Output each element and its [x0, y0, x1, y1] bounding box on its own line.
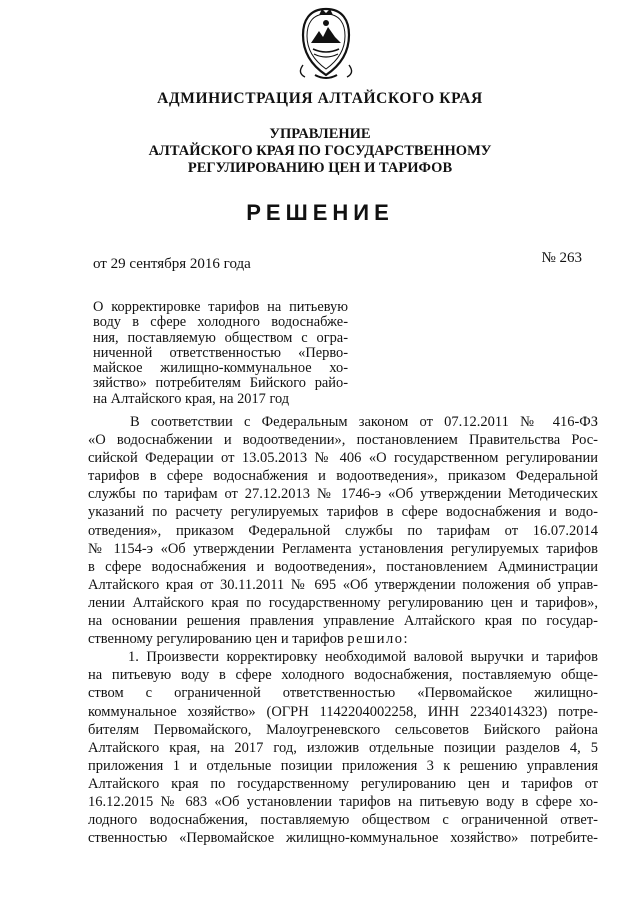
body-line: ством с ограниченной ответственностью «Первомайское жилищно- — [88, 685, 598, 702]
document-date: от 29 сентября 2016 года — [93, 256, 251, 272]
body-line: приложения 1 и отдельные позиции приложения 3 к решению управления — [88, 757, 598, 774]
body-line: бителям Первомайского, Малоугреневского сельсоветов Бийского района — [88, 721, 598, 738]
body-line: сийской Федерации от 13.05.2013 № 406 «О государственном регулировании — [88, 450, 598, 467]
body-line: Алтайского края от 30.11.2011 № 695 «Об утверждении положения об управ- — [88, 576, 598, 593]
body-line: лодного водоснабжения, поставляемую обществом с ограниченной ответ- — [88, 812, 598, 829]
subject-line: О корректировке тарифов на питьевую — [93, 299, 348, 315]
subject-line: зяйство» потребителям Бийского райо- — [93, 375, 348, 392]
subject-line: ния, поставляемую обществом с огра- — [93, 329, 348, 346]
clause-1-line: 1. Произвести корректировку необходимой валовой выручки и тарифов — [128, 649, 598, 666]
body-line — [88, 630, 598, 648]
department-name — [0, 126, 640, 177]
body-line: В соответствии с Федеральным законом от 07.12.2011 № 416-ФЗ — [130, 414, 598, 430]
body-line: коммунальное хозяйство» (ОГРН 1142204002258, ИНН 2234014323) потре- — [88, 703, 598, 720]
body-line: 16.12.2015 № 683 «Об установлении тарифов на питьевую воду в сфере хо- — [88, 793, 598, 810]
administration-title: АДМИНИСТРАЦИЯ АЛТАЙСКОГО КРАЯ — [157, 90, 483, 107]
body-line: на питьевую воду в сфере холодного водоснабжения, поставляемую обще- — [88, 667, 598, 684]
body-line: лении Алтайского края по государственному регулированию цен и тарифов», — [88, 594, 598, 611]
department-line: УПРАВЛЕНИЕ — [269, 126, 371, 142]
department-line: РЕГУЛИРОВАНИЮ ЦЕН И ТАРИФОВ — [187, 160, 453, 176]
body-line: в сфере водоснабжения и водоотведения», постановлением Администрации — [88, 558, 598, 575]
body-line: ственностью «Первомайское жилищно-коммунальное хозяйство» потребите- — [88, 830, 598, 847]
document-type-heading: РЕШЕНИЕ — [246, 200, 394, 225]
body-line: службы по тарифам от 27.12.2013 № 1746-э «Об утверждении Методических — [88, 486, 598, 503]
subject-line: ниченной ответственностью «Перво- — [93, 344, 348, 361]
document-body — [88, 413, 598, 847]
body-line-text: ственному регулированию цен и тарифов — [88, 631, 348, 648]
subject-line: майское жилищно-коммунальное хо- — [93, 360, 348, 377]
body-line: Алтайского края, на 2017 год, изложив отдельные позиции разделов 4, 5 — [88, 739, 598, 756]
body-line: отведения», приказом Федеральной службы по тарифам от 16.07.2014 — [88, 522, 598, 539]
coat-of-arms-icon — [297, 5, 355, 81]
body-line: № 1154-э «Об утверждении Регламента установления регулируемых тарифов — [88, 540, 598, 557]
document-number: № 263 — [541, 250, 582, 266]
subject-line: воду в сфере холодного водоснабже- — [93, 314, 348, 331]
subject-line: на Алтайского края, на 2017 год — [93, 390, 290, 407]
document-subject — [93, 300, 348, 407]
body-line: тарифов в сфере водоснабжения и водоотведения», приказом Федеральной — [88, 468, 598, 485]
resolved-word: решило: — [347, 631, 410, 648]
body-line: указаний по расчету регулируемых тарифов в сфере водоснабжения и водо- — [88, 504, 598, 521]
body-line: на основании решения правления управление Алтайского края по государ- — [88, 613, 598, 630]
department-line: АЛТАЙСКОГО КРАЯ ПО ГОСУДАРСТВЕННОМУ — [148, 143, 492, 159]
body-line: «О водоснабжении и водоотведении», постановлением Правительства Рос- — [88, 432, 598, 449]
body-line: Алтайского края по государственному регулированию цен и тарифов от — [88, 775, 598, 792]
